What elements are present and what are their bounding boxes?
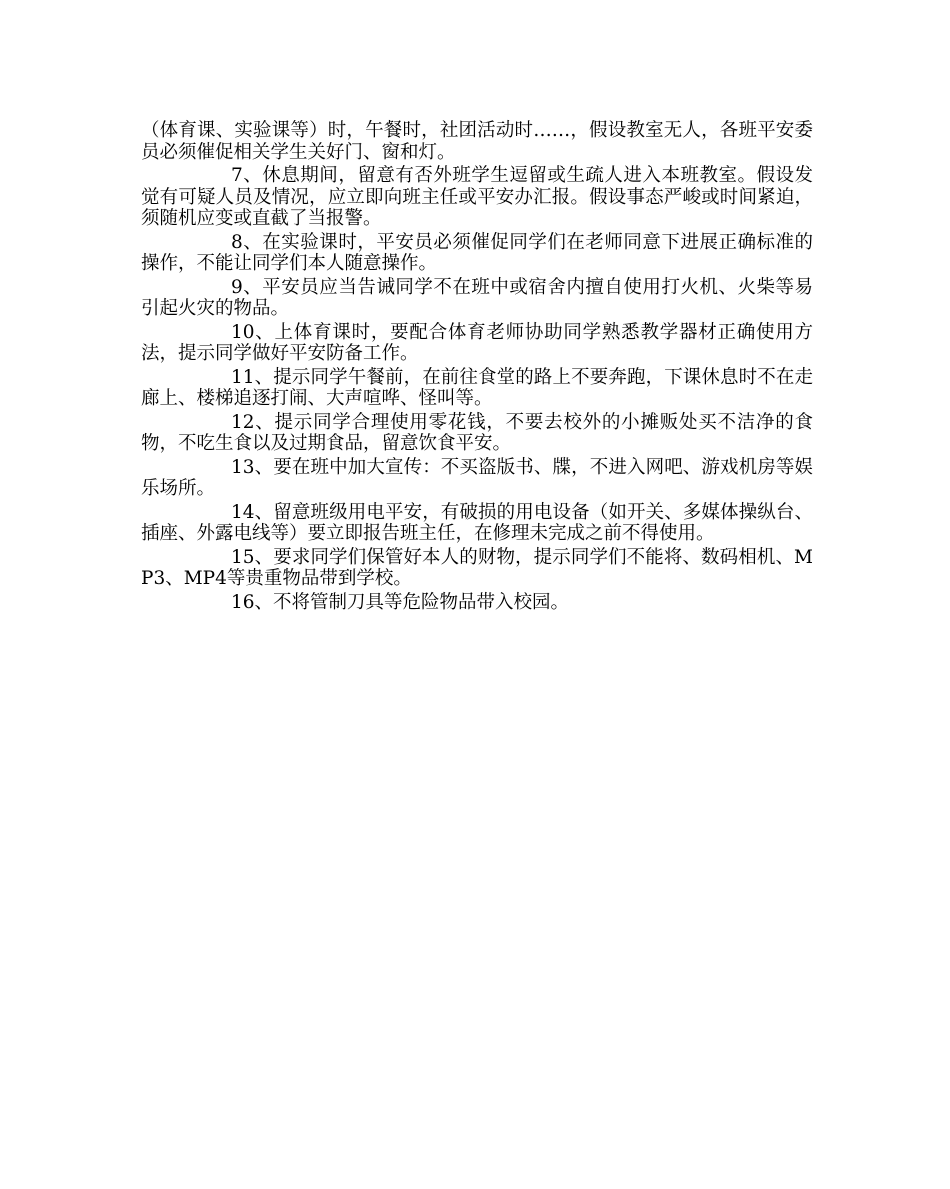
paragraph-item-12: 12、提示同学合理使用零花钱，不要去校外的小摊贩处买不洁净的食物，不吃生食以及过期食品，留意饮食平安。 — [141, 411, 813, 454]
paragraph-item-16: 16、不将管制刀具等危险物品带入校园。 — [231, 591, 570, 613]
paragraph-item-10: 10、上体育课时，要配合体育老师协助同学熟悉教学器材正确使用方法，提示同学做好平安防备工作。 — [141, 321, 813, 364]
document-body — [141, 120, 813, 615]
paragraph-item-9: 9、平安员应当告诫同学不在班中或宿舍内擅自使用打火机、火柴等易引起火灾的物品。 — [141, 276, 813, 319]
paragraph-item-14: 14、留意班级用电平安，有破损的用电设备（如开关、多媒体操纵台、插座、外露电线等）要立即报告班主任，在修理未完成之前不得使用。 — [141, 501, 813, 544]
paragraph-item-11: 11、提示同学午餐前，在前往食堂的路上不要奔跑，下课休息时不在走廊上、楼梯追逐打闹、大声喧哗、怪叫等。 — [141, 366, 813, 409]
paragraph-item-8: 8、在实验课时，平安员必须催促同学们在老师同意下进展正确标准的操作，不能让同学们本人随意操作。 — [141, 231, 813, 274]
paragraph-continuation: （体育课、实验课等）时，午餐时，社团活动时……，假设教室无人，各班平安委员必须催促相关学生关好门、窗和灯。 — [141, 120, 813, 163]
paragraph-item-7: 7、休息期间，留意有否外班学生逗留或生疏人进入本班教室。假设发觉有可疑人员及情况，应立即向班主任或平安办汇报。假设事态严峻或时间紧迫，须随机应变或直截了当报警。 — [141, 165, 813, 229]
paragraph-item-13: 13、要在班中加大宣传：不买盗版书、牒，不进入网吧、游戏机房等娱乐场所。 — [141, 456, 813, 499]
paragraph-item-15: 15、要求同学们保管好本人的财物，提示同学们不能将、数码相机、MP3、MP4等贵重物品带到学校。 — [141, 546, 813, 589]
